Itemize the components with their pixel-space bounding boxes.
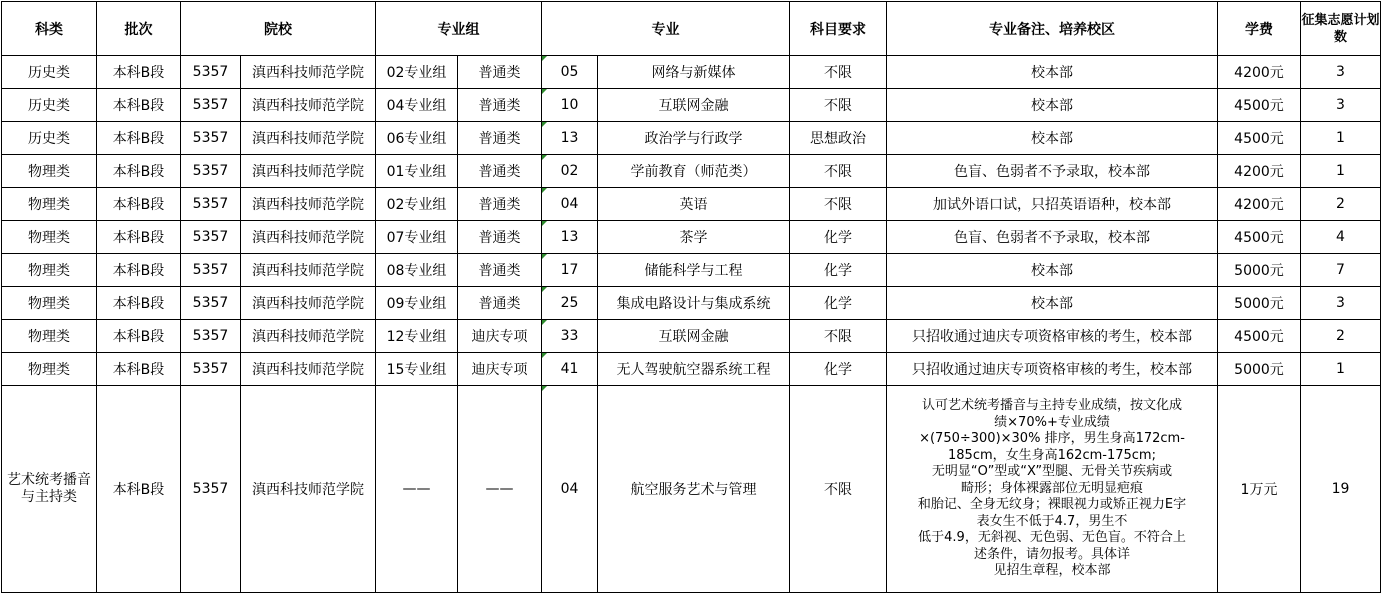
note-line: 见招生章程，校本部 — [993, 563, 1111, 579]
cell-major: 学前教育（师范类） — [598, 155, 790, 188]
cell-major-code: 10 — [542, 89, 598, 122]
cell-fee: 1万元 — [1218, 386, 1301, 593]
cell-note: 校本部 — [887, 122, 1218, 155]
cell-batch: 本科B段 — [97, 56, 181, 89]
cell-type: 普通类 — [458, 287, 542, 320]
cell-school: 滇西科技师范学院 — [241, 188, 376, 221]
cell-batch: 本科B段 — [97, 89, 181, 122]
cell-type: 迪庆专项 — [458, 353, 542, 386]
cell-school-code: 5357 — [181, 287, 241, 320]
cell-group: 04专业组 — [376, 89, 458, 122]
cell-school-code: 5357 — [181, 89, 241, 122]
table-row — [2, 353, 1381, 386]
cell-note: 校本部 — [887, 254, 1218, 287]
cell-plan: 1 — [1301, 353, 1381, 386]
cell-batch: 本科B段 — [97, 320, 181, 353]
cell-note: 只招收通过迪庆专项资格审核的考生，校本部 — [887, 320, 1218, 353]
cell-school-code: 5357 — [181, 386, 241, 593]
cell-category: 艺术统考播音与主持类 — [2, 386, 97, 593]
cell-category: 物理类 — [2, 287, 97, 320]
table-row — [2, 287, 1381, 320]
cell-type: 迪庆专项 — [458, 320, 542, 353]
cell-type: 普通类 — [458, 188, 542, 221]
cell-major-code: 33 — [542, 320, 598, 353]
cell-fee: 4500元 — [1218, 122, 1301, 155]
note-line: 畸形；身体裸露部位无明显疤痕 — [960, 480, 1143, 496]
cell-subject: 化学 — [790, 221, 887, 254]
cell-note: 校本部 — [887, 89, 1218, 122]
cell-plan: 3 — [1301, 287, 1381, 320]
cell-category: 物理类 — [2, 188, 97, 221]
cell-subject: 思想政治 — [790, 122, 887, 155]
cell-plan: 1 — [1301, 122, 1381, 155]
cell-group: 02专业组 — [376, 56, 458, 89]
cell-group: 08专业组 — [376, 254, 458, 287]
header-plan: 征集志愿计划数 — [1301, 2, 1381, 56]
cell-major: 网络与新媒体 — [598, 56, 790, 89]
cell-school: 滇西科技师范学院 — [241, 386, 376, 593]
cell-group: 01专业组 — [376, 155, 458, 188]
cell-type: 普通类 — [458, 89, 542, 122]
cell-school-code: 5357 — [181, 221, 241, 254]
note-line: 认可艺术统考播音与主持专业成绩，按文化成 — [921, 398, 1182, 414]
cell-plan: 2 — [1301, 188, 1381, 221]
cell-type: 普通类 — [458, 221, 542, 254]
header-note: 专业备注、培养校区 — [887, 2, 1218, 56]
cell-school: 滇西科技师范学院 — [241, 56, 376, 89]
cell-fee: 4500元 — [1218, 89, 1301, 122]
table-row — [2, 122, 1381, 155]
header-group: 专业组 — [376, 2, 542, 56]
cell-note: 色盲、色弱者不予录取，校本部 — [887, 221, 1218, 254]
cell-major: 无人驾驶航空器系统工程 — [598, 353, 790, 386]
cell-note — [887, 386, 1218, 593]
cell-major-code: 13 — [542, 122, 598, 155]
cell-major-code: 04 — [542, 188, 598, 221]
cell-plan: 1 — [1301, 155, 1381, 188]
cell-group: 02专业组 — [376, 188, 458, 221]
cell-major-code: 04 — [542, 386, 598, 593]
cell-group: 12专业组 — [376, 320, 458, 353]
cell-category: 历史类 — [2, 89, 97, 122]
header-row — [2, 2, 1381, 56]
table-row — [2, 89, 1381, 122]
cell-note: 校本部 — [887, 287, 1218, 320]
table-row — [2, 320, 1381, 353]
cell-major-code: 17 — [542, 254, 598, 287]
cell-note: 只招收通过迪庆专项资格审核的考生，校本部 — [887, 353, 1218, 386]
cell-subject: 不限 — [790, 386, 887, 593]
table-row — [2, 188, 1381, 221]
cell-type: —— — [458, 386, 542, 593]
cell-fee: 4200元 — [1218, 188, 1301, 221]
cell-note: 加试外语口试，只招英语语种，校本部 — [887, 188, 1218, 221]
header-school: 院校 — [181, 2, 376, 56]
cell-plan: 3 — [1301, 56, 1381, 89]
cell-subject: 化学 — [790, 287, 887, 320]
cell-major: 集成电路设计与集成系统 — [598, 287, 790, 320]
cell-fee: 4500元 — [1218, 221, 1301, 254]
cell-batch: 本科B段 — [97, 254, 181, 287]
cell-subject: 化学 — [790, 353, 887, 386]
admission-table — [1, 1, 1381, 593]
note-line: ×(750÷300)×30% 排序，男生身高172cm- — [919, 431, 1185, 447]
cell-major: 储能科学与工程 — [598, 254, 790, 287]
cell-school: 滇西科技师范学院 — [241, 254, 376, 287]
table-row — [2, 221, 1381, 254]
header-category: 科类 — [2, 2, 97, 56]
cell-school: 滇西科技师范学院 — [241, 122, 376, 155]
cell-type: 普通类 — [458, 56, 542, 89]
cell-fee: 4500元 — [1218, 320, 1301, 353]
cell-plan: 7 — [1301, 254, 1381, 287]
cell-subject: 化学 — [790, 254, 887, 287]
cell-subject: 不限 — [790, 155, 887, 188]
cell-category: 历史类 — [2, 56, 97, 89]
cell-fee: 5000元 — [1218, 287, 1301, 320]
table-row — [2, 254, 1381, 287]
cell-major-code: 41 — [542, 353, 598, 386]
header-fee: 学费 — [1218, 2, 1301, 56]
table-row — [2, 56, 1381, 89]
admission-table-sheet — [1, 1, 1380, 595]
cell-batch: 本科B段 — [97, 287, 181, 320]
cell-batch: 本科B段 — [97, 122, 181, 155]
cell-school: 滇西科技师范学院 — [241, 89, 376, 122]
cell-group: 09专业组 — [376, 287, 458, 320]
cell-type: 普通类 — [458, 122, 542, 155]
cell-subject: 不限 — [790, 89, 887, 122]
cell-major: 茶学 — [598, 221, 790, 254]
cell-major-code: 02 — [542, 155, 598, 188]
note-line: 和胎记、全身无纹身；裸眼视力或矫正视力E字 — [917, 497, 1187, 513]
cell-major: 英语 — [598, 188, 790, 221]
cell-school-code: 5357 — [181, 122, 241, 155]
cell-fee: 5000元 — [1218, 353, 1301, 386]
cell-note: 色盲、色弱者不予录取，校本部 — [887, 155, 1218, 188]
cell-category: 物理类 — [2, 254, 97, 287]
cell-major: 互联网金融 — [598, 320, 790, 353]
cell-plan: 3 — [1301, 89, 1381, 122]
cell-fee: 4200元 — [1218, 56, 1301, 89]
cell-major-code: 05 — [542, 56, 598, 89]
cell-fee: 4200元 — [1218, 155, 1301, 188]
cell-group: 15专业组 — [376, 353, 458, 386]
cell-group: 06专业组 — [376, 122, 458, 155]
cell-major: 政治学与行政学 — [598, 122, 790, 155]
cell-major: 航空服务艺术与管理 — [598, 386, 790, 593]
header-major: 专业 — [542, 2, 790, 56]
cell-major: 互联网金融 — [598, 89, 790, 122]
cell-school-code: 5357 — [181, 353, 241, 386]
cell-subject: 不限 — [790, 320, 887, 353]
cell-school-code: 5357 — [181, 155, 241, 188]
table-row — [2, 155, 1381, 188]
cell-type: 普通类 — [458, 254, 542, 287]
note-line: 无明显“O”型或“X”型腿、无骨关节疾病或 — [931, 464, 1173, 480]
note-line: 低于4.9，无斜视、无色弱、无色盲。不符合上 — [918, 530, 1186, 546]
cell-group: 07专业组 — [376, 221, 458, 254]
cell-plan: 2 — [1301, 320, 1381, 353]
cell-school-code: 5357 — [181, 254, 241, 287]
cell-category: 物理类 — [2, 221, 97, 254]
cell-major-code: 25 — [542, 287, 598, 320]
cell-subject: 不限 — [790, 188, 887, 221]
cell-school: 滇西科技师范学院 — [241, 287, 376, 320]
cell-school-code: 5357 — [181, 188, 241, 221]
cell-fee: 5000元 — [1218, 254, 1301, 287]
cell-plan: 4 — [1301, 221, 1381, 254]
note-line: 绩×70%+专业成绩 — [994, 414, 1110, 430]
cell-batch: 本科B段 — [97, 188, 181, 221]
header-subject: 科目要求 — [790, 2, 887, 56]
cell-school-code: 5357 — [181, 320, 241, 353]
cell-major-code: 13 — [542, 221, 598, 254]
cell-category: 物理类 — [2, 155, 97, 188]
note-line: 185cm，女生身高162cm-175cm; — [948, 447, 1156, 463]
note-line: 表女生不低于4.7，男生不 — [976, 513, 1128, 529]
cell-school: 滇西科技师范学院 — [241, 353, 376, 386]
cell-category: 历史类 — [2, 122, 97, 155]
art-row — [2, 386, 1381, 593]
cell-batch: 本科B段 — [97, 155, 181, 188]
cell-batch: 本科B段 — [97, 386, 181, 593]
cell-school: 滇西科技师范学院 — [241, 155, 376, 188]
cell-note: 校本部 — [887, 56, 1218, 89]
cell-batch: 本科B段 — [97, 353, 181, 386]
cell-plan: 19 — [1301, 386, 1381, 593]
header-batch: 批次 — [97, 2, 181, 56]
note-line: 述条件，请勿报考。具体详 — [973, 546, 1130, 562]
cell-school: 滇西科技师范学院 — [241, 221, 376, 254]
cell-subject: 不限 — [790, 56, 887, 89]
cell-group: —— — [376, 386, 458, 593]
cell-category: 物理类 — [2, 320, 97, 353]
cell-type: 普通类 — [458, 155, 542, 188]
cell-batch: 本科B段 — [97, 221, 181, 254]
cell-school: 滇西科技师范学院 — [241, 320, 376, 353]
cell-school-code: 5357 — [181, 56, 241, 89]
cell-category: 物理类 — [2, 353, 97, 386]
